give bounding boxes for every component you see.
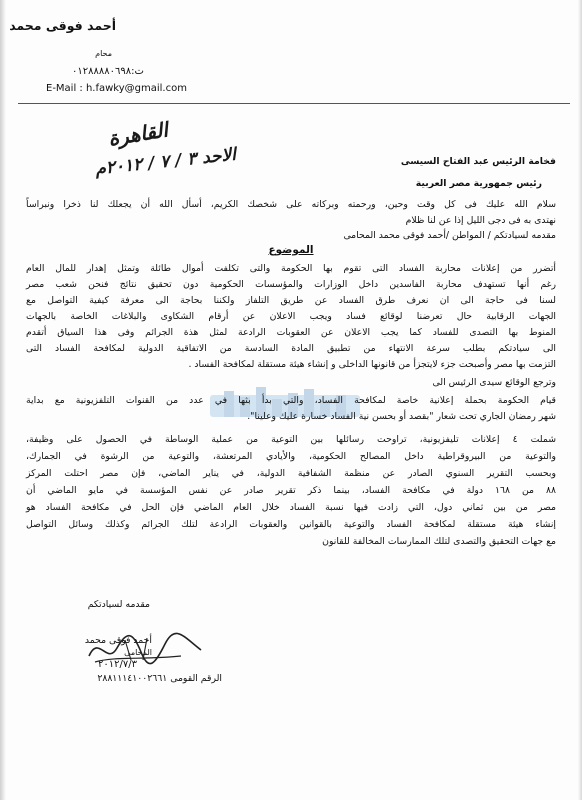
body-line: أتضرر من إعلانات محاربة الفساد التى تقوم بها الحكومة والتى تكلفت أموال طائلة وتمثل إهدار للمال العام [26,263,556,274]
signature-role: المحامى [124,648,152,657]
signature-date: ٢٠١٢/٧/٣ [98,659,137,670]
letterhead-phone: ت:٠١٢٨٨٨٨٠٦٩٨ [72,66,144,77]
signature-name: أحمد فوقى محمد [84,635,152,646]
letterhead-title: محام [95,49,112,58]
facts-line: والتوعية من البيروقراطية داخل المصالح الحكومية، والأيادي المرتعشة، والتوعية من الرشوة في الجمارك، [26,451,556,462]
greeting-line-2: نهتدى به فى دجى الليل إذا عن لنا ظلام [405,215,556,226]
body-line: رغم أنها تستهدف محاربة الفاسدين داخل الوزارات والمؤسسات الحكومية دون تحقيق نتائج فنحن شعب مصر [26,279,556,290]
handwritten-date: الاحد ٣ / ٧ / ٢٠١٢م [94,144,237,180]
facts-line: شهر رمضان الجاري تحت شعار "بقصد أو بحسن نية الفساد خسارة عليك وعلينا". [247,411,556,422]
addressee-line-1: فخامة الرئيس عبد الفتاح السيسى [400,156,556,167]
scan-edge-right [578,0,582,800]
national-id: الرقم القومى ٢٨٨١١١٤١٠٠٢٦٦١ [97,673,222,684]
letterhead-name: أحمد فوقى محمد [9,18,116,33]
presenter-line: مقدمه لسيادتكم / المواطن /أحمد فوقى محمد المحامى [343,230,556,241]
body-line: لسنا فى حاجة الى ان نعرف طرق الفساد عن طريق التلفاز ولكننا بحاجة الى معرفة كيفية التواصل مع [26,295,556,306]
subject-heading: الموضوع [268,244,314,256]
body-line: المنوط بها التصدى للفساد كما يجب الاعلان عن العقوبات الرادعة لمثل هذة الجرائم وفى هذا السياق أتقدم [26,327,556,338]
addressee-line-2: رئيس جمهورية مصر العربية [415,178,542,189]
facts-line: ٨٨ من ١٦٨ دولة في مكافحة الفساد، بينما ذكر تقرير صادر عن نفس المؤسسة في مايو الماضي أن [26,485,557,496]
facts-line: مع جهات التحقيق والتصدى لتلك الممارسات المخالفة للقانون [322,536,556,547]
body-line: التزمت بها مصر وأصبحت جزء لايتجزأ من قانونها الداخلى و إنشاء هيئة مستقلة لمكافحة الفساد . [188,359,556,370]
handwritten-signature [85,626,205,672]
letterhead-email: E-Mail : h.fawky@gmail.com [46,83,187,94]
request-line: وترجع الوقائع سيدى الرئيس الى [432,377,556,388]
facts-line: شملت ٤ إعلانات تليفزيونية، تراوحت رسائلها بين التوعية من عملية الوساطة في الحصول على وظيفة، [26,434,556,445]
letterhead-divider [18,103,570,104]
body-line: الجهات الرقابية حال تعرضنا لوقائع فساد ويجب الاعلان عن أرقام الشكاوى والبلاغات الخاصة بالجهات [26,311,556,322]
facts-line: مصر من بين ثماني دول، التي زادت فيها نسبة الفساد خلال العام الماضي فإن الحل في مكافحة الفساد هو [26,502,556,513]
greeting-line-1: سلام الله عليك فى كل وقت وحين، ورحمته وبركاته على شخصك الكريم، أسأل الله أن يجعلك لنا ذخرا ونبراساً [26,199,556,210]
facts-line: قيام الحكومة بحملة إعلانية خاصة لمكافحة الفساد، والتي بدأ بثها في عدد من القنوات التلفزيونية مع بداية [26,395,556,406]
signature-closing: مقدمه لسيادتكم [87,599,150,610]
facts-line: إنشاء هيئة مستقلة لمكافحة الفساد والتوعية بالقوانين والعقوبات الرادعة لتلك الجرائم وكذلك وسائل التواصل [26,519,556,530]
scan-edge-left [0,0,6,800]
handwritten-city: القاهرة [106,117,170,151]
facts-line: وبحسب التقرير السنوي الصادر عن منظمة الشفافية الدولية، في يناير الماضي، فإن مصر احتلت المركز [26,468,556,479]
body-line: الى سيادتكم بطلب سرعة الانتهاء من تطبيق المادة السادسة من الاتفاقية الدولية لمكافحة الفساد التى [26,343,556,354]
